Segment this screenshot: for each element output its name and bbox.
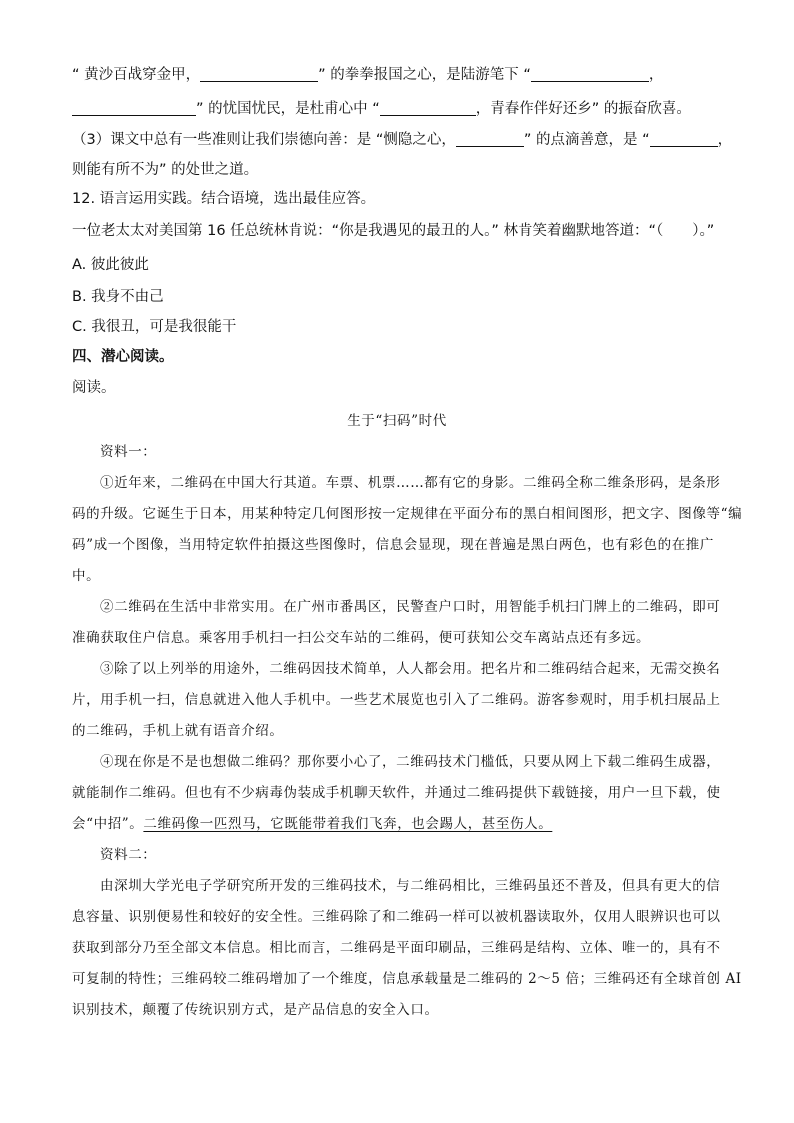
p4-underlined-sentence: 二维码像一匹烈马，它既能带着我们飞奔，也会踢人，甚至伤人。 [143,816,553,832]
blank-4[interactable] [380,100,476,116]
q12-stem: 一位老太太对美国第 16 任总统林肯说：“你是我遇见的最丑的人。” 林肯笑着幽默地答道：“（ ）。” [72,223,715,239]
p1-line-4: 中。 [72,568,101,584]
p3-line-3: 的二维码，手机上就有语音介绍。 [72,723,284,739]
q11-line1-text-c: ， [648,67,664,83]
q11-line-2 [72,98,691,120]
blank-5[interactable] [456,131,524,147]
p4-line-3 [72,813,552,835]
reading-title: 生于“扫码”时代 [347,413,447,429]
p1-line-3: 码”成一个图像，当用特定软件拍摄这些图像时，信息会显现，现在普遍是黑白两色，也有彩色的在推广 [72,537,714,553]
q12-option-c[interactable]: C. 我很丑，可是我很能干 [72,319,237,335]
q11-line1-text-b: ” 的拳拳报国之心，是陆游笔下 “ [318,67,531,83]
p2-line-2: 准确获取住户信息。乘客用手机扫一扫公交车站的二维码，便可获知公交车离站点还有多远。 [72,630,651,646]
p3-line-1: ③除了以上列举的用途外，二维码因技术简单，人人都会用。把名片和二维码结合起来，无需交换名 [100,661,721,677]
q12-title: 12. 语言运用实践。结合语境，选出最佳应答。 [72,191,376,207]
p5-line-1: 由深圳大学光电子学研究所开发的三维码技术，与二维码相比，三维码虽还不普及，但具有更大的信 [100,878,721,894]
q11-part3-text-a: （3）课文中总有一些准则让我们崇德向善：是 “恻隐之心， [72,132,456,148]
section-4-instruction: 阅读。 [72,380,116,396]
p5-line-3: 获取到部分乃至全部文本信息。相比而言，二维码是平面印刷品，三维码是结构、立体、唯一的，具有不 [72,940,721,956]
p5-line-2: 息容量、识别便易性和较好的安全性。三维码除了和二维码一样可以被机器读取外，仅用人眼辨识也可以 [72,909,721,925]
blank-6[interactable] [650,131,718,147]
q11-part3-text-c: ， [717,132,733,148]
section-4-heading: 四、潜心阅读。 [72,349,174,365]
blank-1[interactable] [200,66,318,82]
blank-2[interactable] [531,66,649,82]
q11-part3-line-2: 则能有所不为” 的处世之道。 [72,162,259,178]
q11-part3-line-1 [72,129,732,151]
blank-3[interactable] [72,100,196,116]
p3-line-2: 片，用手机一扫，信息就进入他人手机中。一些艺术展览也引入了二维码。游客参观时，用手机扫展品上 [72,692,721,708]
p5-line-4: 可复制的特性；三维码较二维码增加了一个维度，信息承载量是二维码的 2～5 倍；三维码还有全球首创 AI [72,971,742,987]
q11-line2-text-a: ” 的忧国忧民，是杜甫心中 “ [196,101,380,117]
p1-line-2: 码的升级。它诞生于日本，用某种特定几何图形按一定规律在平面分布的黑白相间图形，把文字、图像等“编 [72,506,743,522]
material-1-label: 资料一： [100,444,157,460]
p4-line-2: 就能制作二维码。但也有不少病毒伪装成手机聊天软件，并通过二维码提供下载链接，用户一旦下载，使 [72,785,721,801]
q11-part3-text-b: ” 的点滴善意，是 “ [523,132,650,148]
p4-line-1: ④现在你是不是也想做二维码？那你要小心了，二维码技术门槛低，只要从网上下载二维码生成器， [100,754,721,770]
q11-line1-text-a: “ 黄沙百战穿金甲， [72,67,201,83]
q12-option-a[interactable]: A. 彼此彼此 [72,257,149,273]
material-2-label: 资料二： [100,847,157,863]
q11-line2-text-b: ，青春作伴好还乡” 的振奋欣喜。 [475,101,691,117]
p4-line-3-plain: 会“中招”。 [72,816,144,832]
q11-line-1 [72,64,663,86]
q12-option-b[interactable]: B. 我身不由己 [72,289,164,305]
p1-line-1: ①近年来，二维码在中国大行其道。车票、机票……都有它的身影。二维码全称二维条形码，是条形 [100,475,721,491]
p5-line-5: 识别技术，颠覆了传统识别方式，是产品信息的安全入口。 [72,1002,439,1018]
p2-line-1: ②二维码在生活中非常实用。在广州市番禺区，民警查户口时，用智能手机扫门牌上的二维码，即可 [100,599,721,615]
